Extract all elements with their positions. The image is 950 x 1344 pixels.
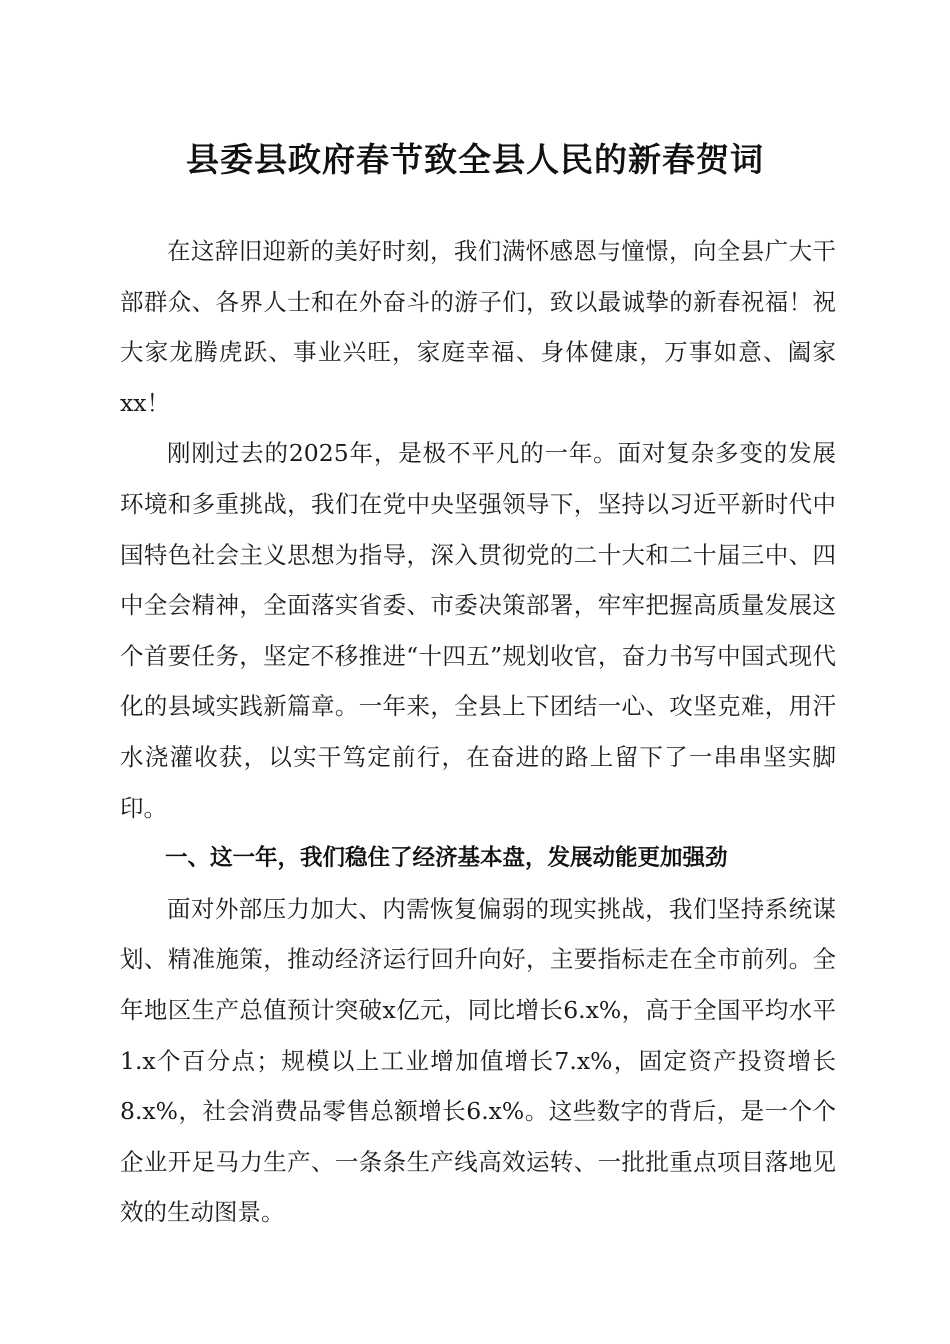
- greeting-paragraph: 在这辞旧迎新的美好时刻，我们满怀感恩与憧憬，向全县广大干部群众、各界人士和在外奋斗的游子们，致以最诚挚的新春祝福！祝大家龙腾虎跃、事业兴旺，家庭幸福、身体健康，万事如意、阖家xx！: [120, 237, 836, 417]
- review-paragraph: 刚刚过去的2025年，是极不平凡的一年。面对复杂多变的发展环境和多重挑战，我们在党中央坚强领导下，坚持以习近平新时代中国特色社会主义思想为指导，深入贯彻党的二十大和二十届三中、四中全会精神，全面落实省委、市委决策部署，牢牢把握高质量发展这个首要任务，坚定不移推进“十四五”规划收官，奋力书写中国式现代化的县域实践新篇章。一年来，全县上下团结一心、攻坚克难，用汗水浇灌收获，以实干笃定前行，在奋进的路上留下了一串串坚实脚印。: [120, 439, 836, 822]
- document-title: 县委县政府春节致全县人民的新春贺词: [186, 140, 764, 179]
- document-body: [120, 226, 836, 1238]
- section-heading: 一、这一年，我们稳住了经济基本盘，发展动能更加强劲: [165, 845, 728, 872]
- economy-paragraph: 面对外部压力加大、内需恢复偏弱的现实挑战，我们坚持系统谋划、精准施策，推动经济运行回升向好，主要指标走在全市前列。全年地区生产总值预计突破x亿元，同比增长6.x%，高于全国平均水平1.x个百分点；规模以上工业增加值增长7.x%，固定资产投资增长8.x%，社会消费品零售总额增长6.x%。这些数字的背后，是一个个企业开足马力生产、一条条生产线高效运转、一批批重点项目落地见效的生动图景。: [120, 894, 836, 1227]
